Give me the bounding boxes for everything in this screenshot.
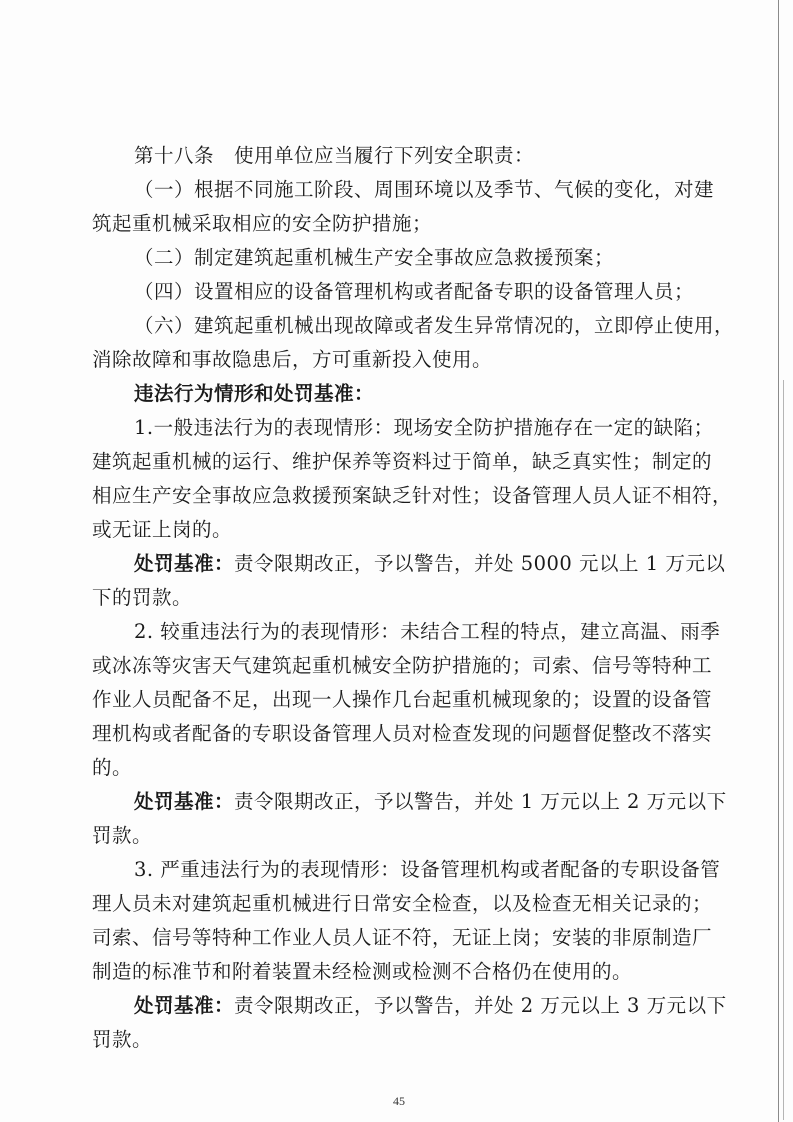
paragraph-line: 2. 较重违法行为的表现情形：未结合工程的特点，建立高温、雨季 [134, 620, 721, 643]
paragraph-line: 理人员未对建筑起重机械进行日常安全检查，以及检查无相关记录的； [92, 892, 713, 915]
penalty-line [134, 551, 725, 577]
penalty-line [134, 993, 727, 1019]
paragraph-line: 3. 严重违法行为的表现情形：设备管理机构或者配备的专职设备管 [134, 858, 721, 881]
penalty-label: 处罚基准： [134, 994, 235, 1017]
paragraph-line: （四）设置相应的设备管理机构或者配备专职的设备管理人员； [134, 280, 695, 303]
paragraph-line: 罚款。 [92, 824, 153, 847]
section-heading: 违法行为情形和处罚基准： [134, 382, 375, 405]
paragraph-line: （六）建筑起重机械出现故障或者发生异常情况的，立即停止使用， [134, 314, 735, 337]
paragraph-line: 或冰冻等灾害天气建筑起重机械安全防护措施的；司索、信号等特种工 [92, 654, 713, 677]
penalty-text: 责令限期改正，予以警告，并处 1 万元以上 2 万元以下 [234, 790, 727, 813]
scan-edge-line [783, 380, 784, 1120]
paragraph-line: 司索、信号等特种工作业人员人证不符，无证上岗；安装的非原制造厂 [92, 926, 713, 949]
penalty-label: 处罚基准： [134, 552, 235, 575]
paragraph-line: 建筑起重机械的运行、维护保养等资料过于简单，缺乏真实性；制定的 [92, 450, 713, 473]
paragraph-line: 或无证上岗的。 [92, 518, 233, 541]
paragraph-line: 1.一般违法行为的表现情形：现场安全防护措施存在一定的缺陷； [134, 416, 714, 439]
paragraph-line: 的。 [92, 756, 133, 779]
penalty-label: 处罚基准： [134, 790, 235, 813]
paragraph-line: 理机构或者配备的专职设备管理人员对检查发现的问题督促整改不落实 [92, 722, 713, 745]
paragraph-line: 制造的标准节和附着装置未经检测或检测不合格仍在使用的。 [92, 960, 633, 983]
scan-edge-line [778, 0, 779, 1122]
penalty-text: 责令限期改正，予以警告，并处 5000 元以上 1 万元以 [234, 552, 726, 575]
penalty-line [134, 789, 727, 815]
paragraph-line: （二）制定建筑起重机械生产安全事故应急救援预案； [134, 246, 615, 269]
paragraph-line: 下的罚款。 [92, 586, 193, 609]
page-number: 45 [393, 1094, 405, 1108]
paragraph-line: 消除故障和事故隐患后，方可重新投入使用。 [92, 348, 493, 371]
paragraph-line: 罚款。 [92, 1028, 153, 1051]
penalty-text: 责令限期改正，予以警告，并处 2 万元以上 3 万元以下 [234, 994, 727, 1017]
paragraph-line: 相应生产安全事故应急救援预案缺乏针对性；设备管理人员人证不相符， [92, 484, 733, 507]
paragraph-line: （一）根据不同施工阶段、周围环境以及季节、气候的变化，对建 [134, 178, 715, 201]
article-heading: 第十八条 使用单位应当履行下列安全职责： [134, 144, 535, 167]
paragraph-line: 筑起重机械采取相应的安全防护措施； [92, 212, 433, 235]
paragraph-line: 作业人员配备不足，出现一人操作几台起重机械现象的；设置的设备管 [92, 688, 713, 711]
